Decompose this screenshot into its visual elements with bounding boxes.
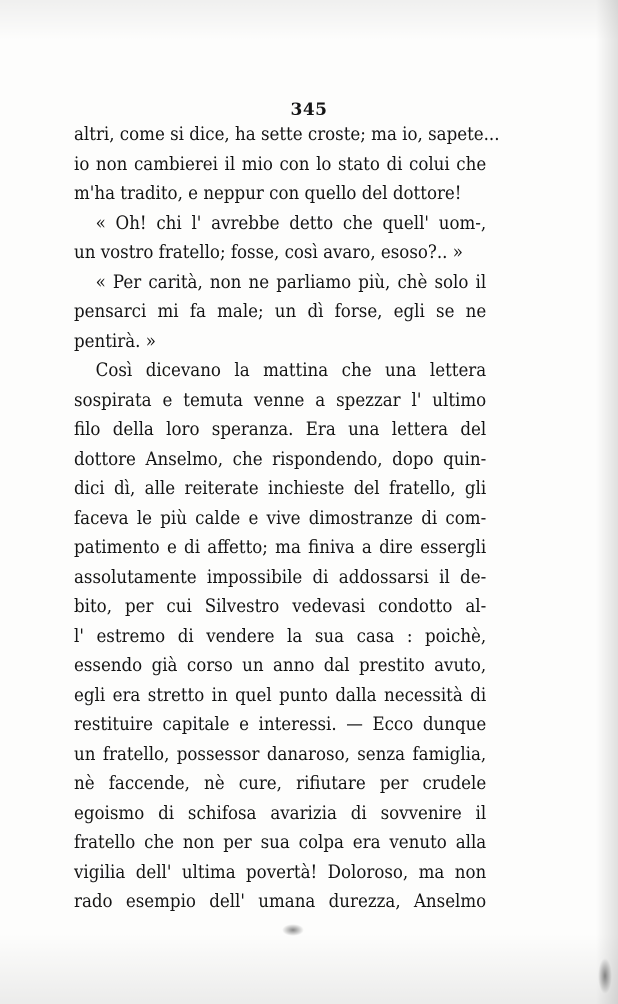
scan-edge-bottom bbox=[0, 934, 618, 1004]
text-line: pentirà. » bbox=[74, 330, 156, 352]
text-line: filo della loro speranza. Era una lettera del bbox=[74, 419, 487, 440]
text-line: dottore Anselmo, che rispondendo, dopo quin- bbox=[74, 448, 487, 470]
text-line: altri, come si dice, ha sette croste; ma io, sapete... bbox=[74, 124, 500, 145]
text-line: assolutamente impossibile di addossarsi il de- bbox=[74, 566, 487, 588]
text-line: faceva le più calde e vive dimostranze di com- bbox=[74, 507, 487, 529]
text-line: nè faccende, nè cure, rifiutare per crudele bbox=[74, 773, 487, 794]
text-line: m'ha tradito, e neppur con quello del dottore! bbox=[74, 183, 462, 204]
scan-edge-top bbox=[0, 0, 618, 40]
body-text bbox=[74, 120, 500, 917]
text-line: sospirata e temuta venne a spezzar l' ultimo bbox=[74, 389, 487, 411]
text-line: patimento e di affetto; ma finiva a dire essergli bbox=[74, 537, 487, 558]
text-line: un vostro fratello; fosse, così avaro, esoso?.. » bbox=[74, 242, 463, 263]
text-line: fratello che non per sua colpa era venuto alla bbox=[74, 832, 487, 853]
text-line: io non cambierei il mio con lo stato di colui che bbox=[74, 153, 487, 175]
text-line: bito, per cui Silvestro vedevasi condotto al- bbox=[74, 596, 487, 617]
text-line: dici dì, alle reiterate inchieste del fratello, gli bbox=[74, 478, 487, 499]
text-line: « Per carità, non ne parliamo più, chè solo il bbox=[95, 271, 487, 293]
text-line: Così dicevano la mattina che una lettera bbox=[95, 360, 487, 381]
text-line: « Oh! chi l' avrebbe detto che quell' uom-, bbox=[95, 212, 487, 234]
text-line: vigilia dell' ultima povertà! Doloroso, ma non bbox=[74, 861, 487, 883]
text-line: l' estremo di vendere la sua casa : poichè, bbox=[74, 625, 487, 647]
text-line: egli era stretto in quel punto dalla necessità di bbox=[74, 684, 487, 706]
text-line: pensarci mi fa male; un dì forse, egli se ne bbox=[74, 301, 487, 322]
corner-stain bbox=[598, 958, 612, 994]
text-line: restituire capitale e interessi. — Ecco dunque bbox=[74, 714, 487, 735]
scan-edge-right bbox=[596, 0, 618, 1004]
text-line: egoismo di schifosa avarizia di sovvenire il bbox=[74, 802, 487, 824]
page-number: 345 bbox=[290, 100, 328, 120]
text-line: un fratello, possessor danaroso, senza famiglia, bbox=[74, 743, 487, 765]
ink-smudge bbox=[282, 924, 304, 936]
text-line: rado esempio dell' umana durezza, Anselmo bbox=[74, 891, 487, 912]
text-line: essendo già corso un anno dal prestito avuto, bbox=[74, 655, 487, 676]
